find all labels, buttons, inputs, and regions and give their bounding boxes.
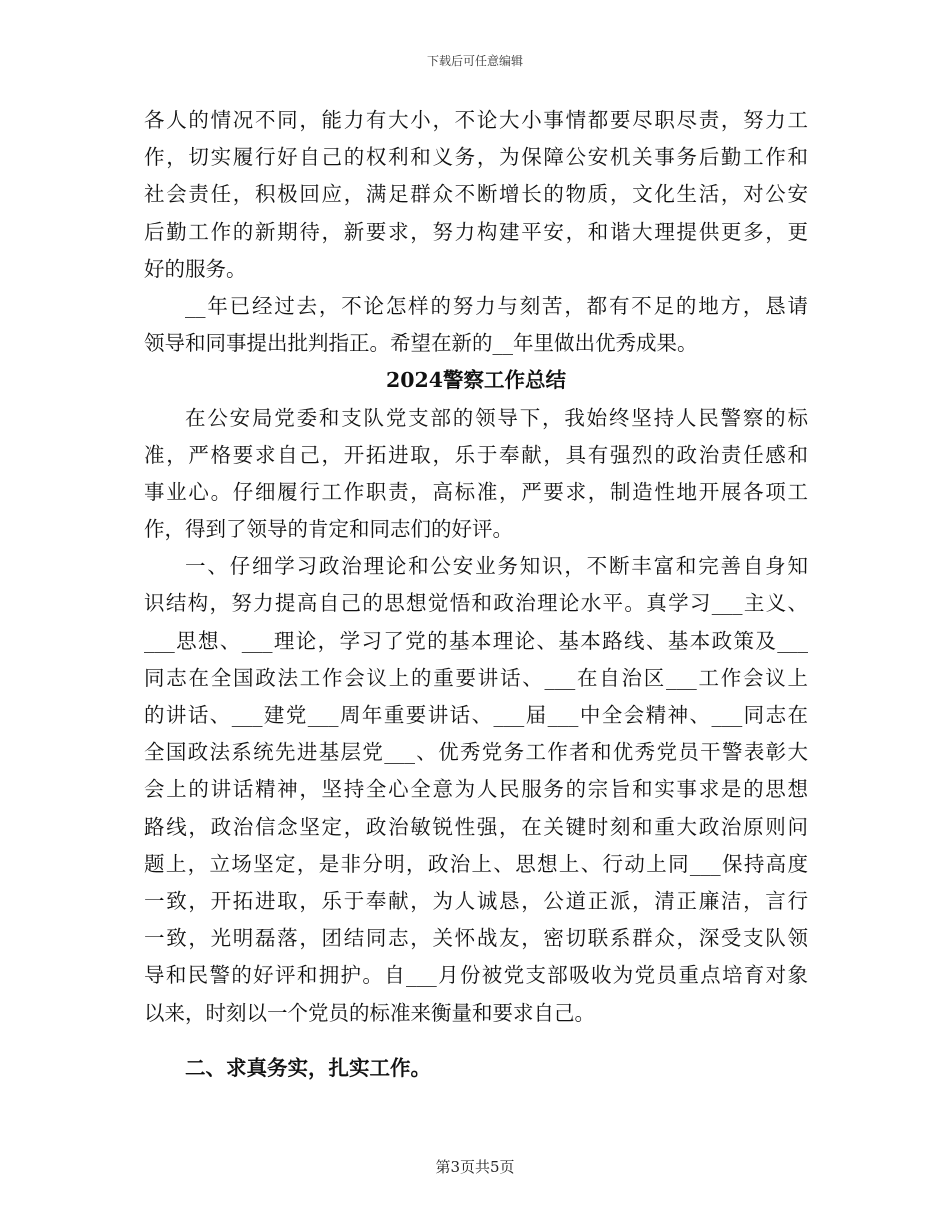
- header-note: 下载后可任意编辑: [426, 54, 523, 68]
- text-line: 事业心。仔细履行工作职责，高标准，严要求，制造性地开展各项工: [144, 479, 808, 504]
- text-line: 社会责任，积极回应，满足群众不断增长的物质，文化生活，对公安: [144, 182, 808, 207]
- text-line: 导和民警的好评和拥护。自___月份被党支部吸收为党员重点培育对象: [144, 963, 808, 988]
- text-line: 路线，政治信念坚定，政治敏锐性强，在关键时刻和重大政治原则问: [144, 814, 808, 839]
- text-line: 后勤工作的新期待，新要求，努力构建平安，和谐大理提供更多，更: [144, 219, 808, 244]
- text-line: 题上，立场坚定，是非分明，政治上、思想上、行动上同___保持高度: [144, 851, 808, 876]
- text-line: 领导和同事提出批判指正。希望在新的__年里做出优秀成果。: [144, 331, 698, 356]
- text-line: ___思想、___理论，学习了党的基本理论、基本路线、基本政策及___: [144, 628, 808, 653]
- text-line: 全国政法系统先进基层党___、优秀党务工作者和优秀党员干警表彰大: [144, 740, 808, 765]
- text-line: 好的服务。: [144, 256, 247, 281]
- text-line: 作，切实履行好自己的权利和义务，为保障公安机关事务后勤工作和: [144, 145, 808, 170]
- page-number: 第3页共5页: [435, 1158, 515, 1176]
- text-line: 一致，光明磊落，团结同志，关怀战友，密切联系群众，深受支队领: [144, 926, 808, 951]
- text-line: 在公安局党委和支队党支部的领导下，我始终坚持人民警察的标: [185, 405, 808, 430]
- text-line: 一致，开拓进取，乐于奉献，为人诚恳，公道正派，清正廉洁，言行: [144, 888, 808, 913]
- document-body: [144, 102, 808, 1080]
- paragraph-1: [144, 102, 808, 288]
- document-title: 2024警察工作总结: [385, 368, 567, 393]
- text-line: __年已经过去，不论怎样的努力与刻苦，都有不足的地方，恳请: [185, 293, 808, 318]
- text-line: 准，严格要求自己，开拓进取，乐于奉献，具有强烈的政治责任感和: [144, 442, 808, 467]
- text-line: 识结构，努力提高自己的思想觉悟和政治理论水平。真学习___主义、: [144, 591, 808, 616]
- text-line: 以来，时刻以一个党员的标准来衡量和要求自己。: [144, 1000, 595, 1025]
- text-line: 一、仔细学习政治理论和公安业务知识，不断丰富和完善自身知: [185, 554, 808, 579]
- text-line: 的讲话、___建党___周年重要讲话、___届___中全会精神、___同志在: [144, 703, 808, 727]
- text-line: 同志在全国政法工作会议上的重要讲话、___在自治区___工作会议上: [144, 665, 808, 690]
- paragraph-3: [144, 400, 808, 549]
- text-line: 各人的情况不同，能力有大小，不论大小事情都要尽职尽责，努力工: [144, 108, 808, 132]
- section-heading: 二、求真务实，扎实工作。: [185, 1055, 431, 1080]
- paragraph-4: [144, 548, 808, 1031]
- text-line: 作，得到了领导的肯定和同志们的好评。: [144, 517, 513, 542]
- paragraph-2: [144, 288, 808, 362]
- text-line: 会上的讲话精神，坚持全心全意为人民服务的宗旨和实事求是的思想: [144, 777, 808, 802]
